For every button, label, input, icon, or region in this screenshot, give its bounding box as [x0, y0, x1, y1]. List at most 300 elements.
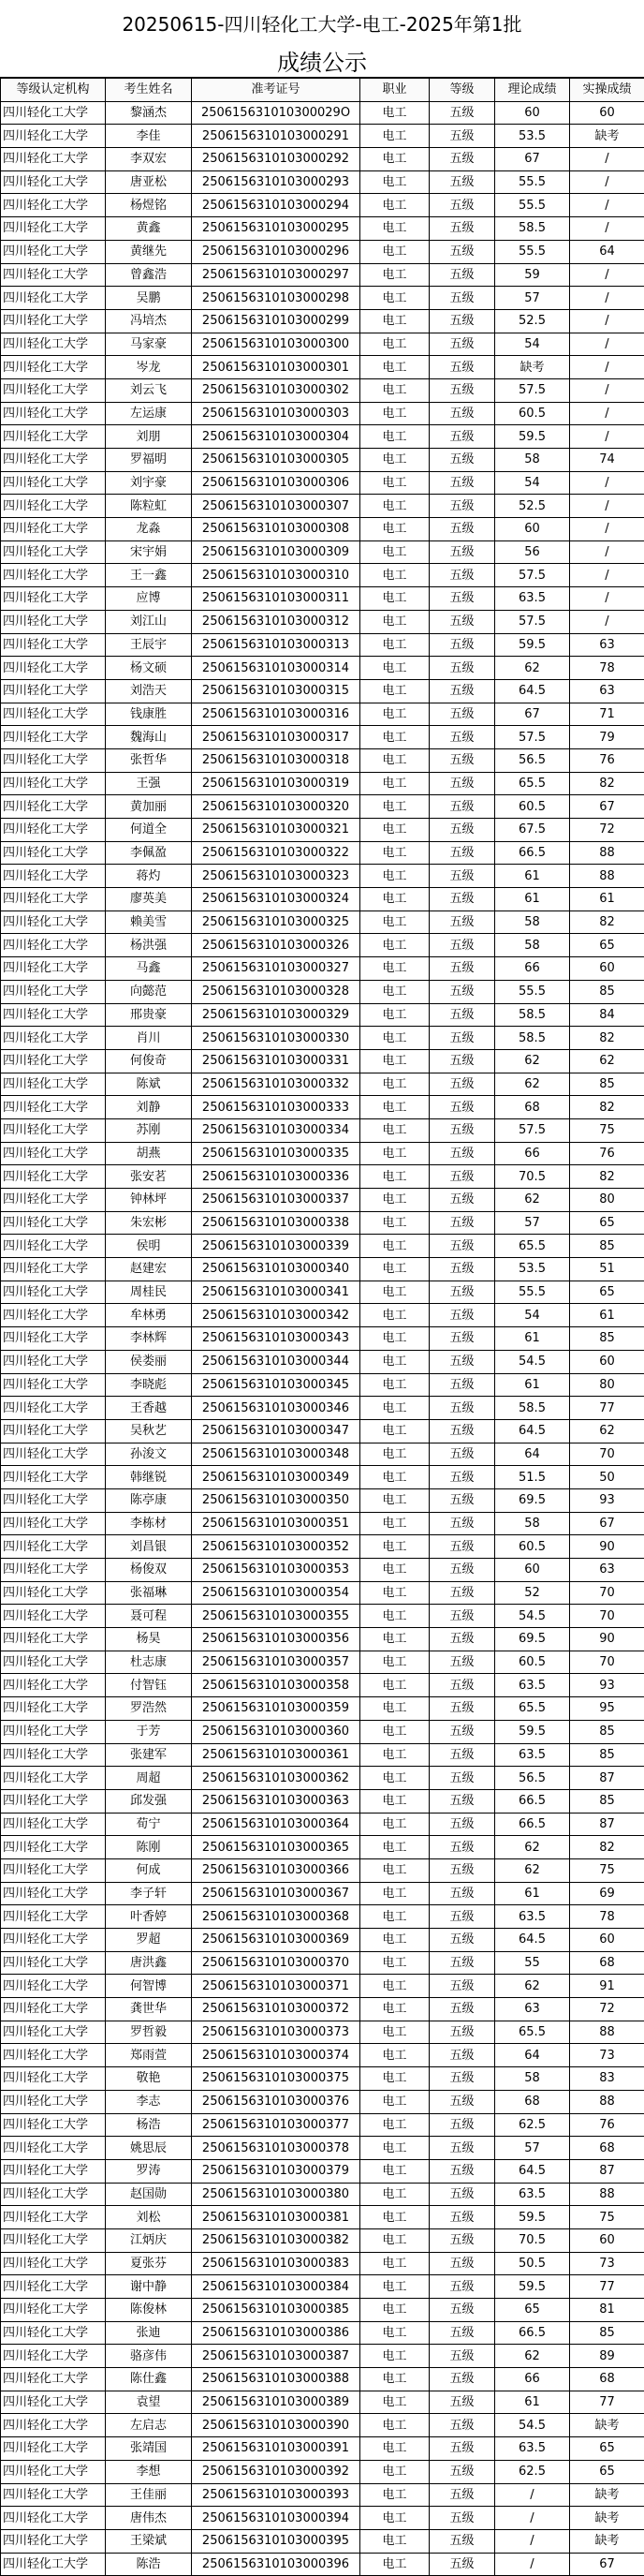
table-row — [1, 980, 644, 1003]
org-cell: 四川轻化工大学 — [1, 2206, 106, 2229]
table-row — [1, 2183, 644, 2206]
name-cell: 敬艳 — [106, 2067, 192, 2091]
practical-score-cell: 70 — [570, 1651, 644, 1674]
occupation-cell: 电工 — [360, 1304, 430, 1327]
level-cell: 五级 — [430, 2113, 495, 2137]
org-cell: 四川轻化工大学 — [1, 2321, 106, 2345]
practical-score-cell: 76 — [570, 1142, 644, 1165]
ticket-number-cell: 2506156310103000329 — [192, 1003, 360, 1027]
table-row — [1, 1789, 644, 1813]
table-row — [1, 356, 644, 379]
practical-score-cell: 61 — [570, 888, 644, 911]
level-cell: 五级 — [430, 1836, 495, 1859]
table-row — [1, 633, 644, 657]
practical-score-cell: 63 — [570, 633, 644, 657]
occupation-cell: 电工 — [360, 1281, 430, 1304]
org-cell: 四川轻化工大学 — [1, 1605, 106, 1628]
practical-score-cell: 63 — [570, 1559, 644, 1582]
level-cell: 五级 — [430, 1142, 495, 1165]
table-row — [1, 1350, 644, 1373]
occupation-cell: 电工 — [360, 2021, 430, 2044]
column-header-ticket: 准考证号 — [192, 79, 360, 102]
ticket-number-cell: 2506156310103000390 — [192, 2414, 360, 2437]
ticket-number-cell: 2506156310103000393 — [192, 2483, 360, 2507]
table-row — [1, 1858, 644, 1882]
occupation-cell: 电工 — [360, 1003, 430, 1027]
org-cell: 四川轻化工大学 — [1, 495, 106, 518]
table-row — [1, 1882, 644, 1905]
practical-score-cell: 88 — [570, 2021, 644, 2044]
practical-score-cell: 90 — [570, 1535, 644, 1559]
occupation-cell: 电工 — [360, 910, 430, 934]
occupation-cell: 电工 — [360, 2460, 430, 2483]
org-cell: 四川轻化工大学 — [1, 633, 106, 657]
name-cell: 黎涵杰 — [106, 101, 192, 125]
name-cell: 王梁斌 — [106, 2529, 192, 2553]
ticket-number-cell: 2506156310103000357 — [192, 1651, 360, 1674]
org-cell: 四川轻化工大学 — [1, 1581, 106, 1605]
org-cell: 四川轻化工大学 — [1, 1073, 106, 1096]
occupation-cell: 电工 — [360, 1858, 430, 1882]
level-cell: 五级 — [430, 1488, 495, 1512]
table-row — [1, 1281, 644, 1304]
theory-score-cell: 59.5 — [495, 425, 570, 449]
practical-score-cell: / — [570, 564, 644, 587]
table-row — [1, 1443, 644, 1466]
ticket-number-cell: 2506156310103000389 — [192, 2391, 360, 2414]
org-cell: 四川轻化工大学 — [1, 841, 106, 865]
theory-score-cell: 55.5 — [495, 980, 570, 1003]
level-cell: 五级 — [430, 2529, 495, 2553]
practical-score-cell: / — [570, 587, 644, 611]
table-row — [1, 1258, 644, 1281]
ticket-number-cell: 2506156310103000385 — [192, 2299, 360, 2322]
occupation-cell: 电工 — [360, 1027, 430, 1050]
practical-score-cell: 60 — [570, 101, 644, 125]
table-row — [1, 1929, 644, 1952]
name-cell: 于芳 — [106, 1720, 192, 1743]
occupation-cell: 电工 — [360, 217, 430, 241]
theory-score-cell: 52 — [495, 1581, 570, 1605]
level-cell: 五级 — [430, 1419, 495, 1443]
table-row — [1, 1951, 644, 1975]
table-row — [1, 425, 644, 449]
occupation-cell: 电工 — [360, 1535, 430, 1559]
theory-score-cell: 59 — [495, 263, 570, 287]
org-cell: 四川轻化工大学 — [1, 402, 106, 425]
org-cell: 四川轻化工大学 — [1, 703, 106, 726]
name-cell: 邱发强 — [106, 1789, 192, 1813]
table-row — [1, 564, 644, 587]
theory-score-cell: 60.5 — [495, 1535, 570, 1559]
theory-score-cell: 57.5 — [495, 610, 570, 633]
name-cell: 曾鑫浩 — [106, 263, 192, 287]
occupation-cell: 电工 — [360, 1049, 430, 1073]
practical-score-cell: 73 — [570, 2044, 644, 2067]
practical-score-cell: 76 — [570, 748, 644, 772]
theory-score-cell: 60 — [495, 518, 570, 541]
table-row — [1, 1535, 644, 1559]
ticket-number-cell: 2506156310103000370 — [192, 1951, 360, 1975]
occupation-cell: 电工 — [360, 356, 430, 379]
org-cell: 四川轻化工大学 — [1, 726, 106, 749]
occupation-cell: 电工 — [360, 1373, 430, 1397]
org-cell: 四川轻化工大学 — [1, 679, 106, 703]
practical-score-cell: 80 — [570, 1189, 644, 1212]
level-cell: 五级 — [430, 1951, 495, 1975]
name-cell: 付智钰 — [106, 1674, 192, 1697]
ticket-number-cell: 2506156310103000320 — [192, 795, 360, 819]
ticket-number-cell: 2506156310103000322 — [192, 841, 360, 865]
org-cell: 四川轻化工大学 — [1, 1258, 106, 1281]
practical-score-cell: 90 — [570, 1628, 644, 1651]
name-cell: 刘昌银 — [106, 1535, 192, 1559]
theory-score-cell: 67.5 — [495, 819, 570, 842]
theory-score-cell: 51.5 — [495, 1466, 570, 1489]
name-cell: 张建军 — [106, 1743, 192, 1767]
theory-score-cell: 67 — [495, 703, 570, 726]
name-cell: 胡燕 — [106, 1142, 192, 1165]
name-cell: 刘宇豪 — [106, 471, 192, 495]
table-row — [1, 2021, 644, 2044]
org-cell: 四川轻化工大学 — [1, 309, 106, 333]
ticket-number-cell: 2506156310103000354 — [192, 1581, 360, 1605]
table-row — [1, 2414, 644, 2437]
level-cell: 五级 — [430, 217, 495, 241]
occupation-cell: 电工 — [360, 587, 430, 611]
level-cell: 五级 — [430, 748, 495, 772]
table-row — [1, 1628, 644, 1651]
level-cell: 五级 — [430, 333, 495, 356]
table-row — [1, 679, 644, 703]
ticket-number-cell: 2506156310103000325 — [192, 910, 360, 934]
name-cell: 何智博 — [106, 1975, 192, 1998]
table-row — [1, 2483, 644, 2507]
org-cell: 四川轻化工大学 — [1, 2113, 106, 2137]
level-cell: 五级 — [430, 2021, 495, 2044]
level-cell: 五级 — [430, 1743, 495, 1767]
theory-score-cell: 55.5 — [495, 194, 570, 217]
practical-score-cell: 85 — [570, 980, 644, 1003]
table-row — [1, 1096, 644, 1119]
name-cell: 李双宏 — [106, 148, 192, 171]
level-cell: 五级 — [430, 1975, 495, 1998]
occupation-cell: 电工 — [360, 1651, 430, 1674]
practical-score-cell: / — [570, 194, 644, 217]
theory-score-cell: 66 — [495, 957, 570, 981]
level-cell: 五级 — [430, 2391, 495, 2414]
occupation-cell: 电工 — [360, 425, 430, 449]
org-cell: 四川轻化工大学 — [1, 1651, 106, 1674]
ticket-number-cell: 2506156310103000376 — [192, 2090, 360, 2113]
occupation-cell: 电工 — [360, 2044, 430, 2067]
level-cell: 五级 — [430, 1905, 495, 1929]
occupation-cell: 电工 — [360, 1512, 430, 1535]
practical-score-cell: 88 — [570, 841, 644, 865]
table-row — [1, 2252, 644, 2275]
ticket-number-cell: 2506156310103000349 — [192, 1466, 360, 1489]
practical-score-cell: 65 — [570, 1211, 644, 1235]
ticket-number-cell: 2506156310103000334 — [192, 1118, 360, 1142]
ticket-number-cell: 2506156310103000375 — [192, 2067, 360, 2091]
practical-score-cell: / — [570, 287, 644, 310]
name-cell: 周桂民 — [106, 1281, 192, 1304]
name-cell: 杜志康 — [106, 1651, 192, 1674]
name-cell: 李子轩 — [106, 1882, 192, 1905]
ticket-number-cell: 2506156310103000363 — [192, 1789, 360, 1813]
theory-score-cell: 58.5 — [495, 1397, 570, 1420]
ticket-number-cell: 2506156310103000348 — [192, 1443, 360, 1466]
level-cell: 五级 — [430, 2299, 495, 2322]
practical-score-cell: / — [570, 378, 644, 402]
theory-score-cell: 55.5 — [495, 170, 570, 194]
level-cell: 五级 — [430, 772, 495, 795]
ticket-number-cell: 2506156310103000378 — [192, 2137, 360, 2160]
practical-score-cell: 51 — [570, 1258, 644, 1281]
name-cell: 李佳 — [106, 125, 192, 148]
practical-score-cell: 85 — [570, 2321, 644, 2345]
practical-score-cell: 85 — [570, 1235, 644, 1258]
theory-score-cell: 63.5 — [495, 2437, 570, 2461]
theory-score-cell: / — [495, 2529, 570, 2553]
practical-score-cell: 93 — [570, 1674, 644, 1697]
level-cell: 五级 — [430, 1235, 495, 1258]
table-row — [1, 865, 644, 888]
ticket-number-cell: 2506156310103000372 — [192, 1998, 360, 2021]
occupation-cell: 电工 — [360, 657, 430, 680]
level-cell: 五级 — [430, 957, 495, 981]
theory-score-cell: 55 — [495, 1951, 570, 1975]
org-cell: 四川轻化工大学 — [1, 1443, 106, 1466]
practical-score-cell: 82 — [570, 772, 644, 795]
practical-score-cell: 65 — [570, 934, 644, 957]
org-cell: 四川轻化工大学 — [1, 449, 106, 472]
practical-score-cell: 70 — [570, 1443, 644, 1466]
theory-score-cell: 64.5 — [495, 2159, 570, 2183]
practical-score-cell: 91 — [570, 1975, 644, 1998]
occupation-cell: 电工 — [360, 1419, 430, 1443]
org-cell: 四川轻化工大学 — [1, 1327, 106, 1351]
org-cell: 四川轻化工大学 — [1, 1419, 106, 1443]
level-cell: 五级 — [430, 587, 495, 611]
occupation-cell: 电工 — [360, 2483, 430, 2507]
level-cell: 五级 — [430, 2437, 495, 2461]
ticket-number-cell: 2506156310103000302 — [192, 378, 360, 402]
table-row — [1, 2368, 644, 2391]
ticket-number-cell: 2506156310103000383 — [192, 2252, 360, 2275]
occupation-cell: 电工 — [360, 449, 430, 472]
occupation-cell: 电工 — [360, 101, 430, 125]
theory-score-cell: 58.5 — [495, 217, 570, 241]
score-table — [0, 78, 644, 2576]
org-cell: 四川轻化工大学 — [1, 1951, 106, 1975]
level-cell: 五级 — [430, 287, 495, 310]
ticket-number-cell: 2506156310103000379 — [192, 2159, 360, 2183]
practical-score-cell: 67 — [570, 2553, 644, 2576]
occupation-cell: 电工 — [360, 1605, 430, 1628]
name-cell: 荀宁 — [106, 1813, 192, 1836]
org-cell: 四川轻化工大学 — [1, 2460, 106, 2483]
ticket-number-cell: 2506156310103000303 — [192, 402, 360, 425]
org-cell: 四川轻化工大学 — [1, 148, 106, 171]
org-cell: 四川轻化工大学 — [1, 1998, 106, 2021]
theory-score-cell: 54 — [495, 333, 570, 356]
ticket-number-cell: 2506156310103000341 — [192, 1281, 360, 1304]
practical-score-cell: 75 — [570, 2206, 644, 2229]
ticket-number-cell: 2506156310103000343 — [192, 1327, 360, 1351]
name-cell: 罗超 — [106, 1929, 192, 1952]
org-cell: 四川轻化工大学 — [1, 2391, 106, 2414]
practical-score-cell: 65 — [570, 2460, 644, 2483]
level-cell: 五级 — [430, 2183, 495, 2206]
level-cell: 五级 — [430, 1350, 495, 1373]
org-cell: 四川轻化工大学 — [1, 1882, 106, 1905]
ticket-number-cell: 2506156310103000328 — [192, 980, 360, 1003]
name-cell: 唐伟杰 — [106, 2507, 192, 2530]
level-cell: 五级 — [430, 633, 495, 657]
table-row — [1, 1304, 644, 1327]
level-cell: 五级 — [430, 2159, 495, 2183]
name-cell: 郑雨萱 — [106, 2044, 192, 2067]
level-cell: 五级 — [430, 795, 495, 819]
org-cell: 四川轻化工大学 — [1, 2345, 106, 2368]
practical-score-cell: 78 — [570, 1905, 644, 1929]
practical-score-cell: 77 — [570, 1397, 644, 1420]
table-row — [1, 1235, 644, 1258]
level-cell: 五级 — [430, 1720, 495, 1743]
theory-score-cell: / — [495, 2507, 570, 2530]
name-cell: 朱宏彬 — [106, 1211, 192, 1235]
ticket-number-cell: 2506156310103000291 — [192, 125, 360, 148]
table-row — [1, 287, 644, 310]
table-row — [1, 1559, 644, 1582]
occupation-cell: 电工 — [360, 1581, 430, 1605]
table-row — [1, 2275, 644, 2299]
table-row — [1, 1975, 644, 1998]
level-cell: 五级 — [430, 2275, 495, 2299]
ticket-number-cell: 2506156310103000369 — [192, 1929, 360, 1952]
level-cell: 五级 — [430, 1674, 495, 1697]
org-cell: 四川轻化工大学 — [1, 934, 106, 957]
practical-score-cell: 72 — [570, 1998, 644, 2021]
theory-score-cell: 66.5 — [495, 1789, 570, 1813]
ticket-number-cell: 2506156310103000384 — [192, 2275, 360, 2299]
ticket-number-cell: 2506156310103000294 — [192, 194, 360, 217]
practical-score-cell: 82 — [570, 1027, 644, 1050]
name-cell: 张靖国 — [106, 2437, 192, 2461]
ticket-number-cell: 2506156310103000312 — [192, 610, 360, 633]
name-cell: 罗福明 — [106, 449, 192, 472]
theory-score-cell: 65.5 — [495, 2021, 570, 2044]
name-cell: 王香越 — [106, 1397, 192, 1420]
theory-score-cell: 60.5 — [495, 1651, 570, 1674]
theory-score-cell: 58.5 — [495, 1027, 570, 1050]
theory-score-cell: 62.5 — [495, 2113, 570, 2137]
practical-score-cell: 79 — [570, 726, 644, 749]
level-cell: 五级 — [430, 1373, 495, 1397]
theory-score-cell: 58 — [495, 1512, 570, 1535]
ticket-number-cell: 2506156310103000373 — [192, 2021, 360, 2044]
table-row — [1, 1165, 644, 1189]
occupation-cell: 电工 — [360, 495, 430, 518]
ticket-number-cell: 2506156310103000352 — [192, 1535, 360, 1559]
ticket-number-cell: 2506156310103000332 — [192, 1073, 360, 1096]
ticket-number-cell: 2506156310103000319 — [192, 772, 360, 795]
ticket-number-cell: 2506156310103000330 — [192, 1027, 360, 1050]
table-row — [1, 1651, 644, 1674]
level-cell: 五级 — [430, 2553, 495, 2576]
name-cell: 王佳丽 — [106, 2483, 192, 2507]
level-cell: 五级 — [430, 1258, 495, 1281]
name-cell: 赵国勋 — [106, 2183, 192, 2206]
table-row — [1, 1397, 644, 1420]
name-cell: 龚世华 — [106, 1998, 192, 2021]
occupation-cell: 电工 — [360, 2414, 430, 2437]
occupation-cell: 电工 — [360, 1767, 430, 1790]
level-cell: 五级 — [430, 888, 495, 911]
occupation-cell: 电工 — [360, 1975, 430, 1998]
occupation-cell: 电工 — [360, 934, 430, 957]
practical-score-cell: 70 — [570, 1605, 644, 1628]
theory-score-cell: 62.5 — [495, 2460, 570, 2483]
ticket-number-cell: 2506156310103000308 — [192, 518, 360, 541]
column-header-practical: 实操成绩 — [570, 79, 644, 102]
occupation-cell: 电工 — [360, 726, 430, 749]
name-cell: 冯培杰 — [106, 309, 192, 333]
ticket-number-cell: 2506156310103000297 — [192, 263, 360, 287]
practical-score-cell: 67 — [570, 1512, 644, 1535]
occupation-cell: 电工 — [360, 819, 430, 842]
org-cell: 四川轻化工大学 — [1, 2159, 106, 2183]
occupation-cell: 电工 — [360, 2299, 430, 2322]
level-cell: 五级 — [430, 1189, 495, 1212]
practical-score-cell: 65 — [570, 1281, 644, 1304]
practical-score-cell: / — [570, 263, 644, 287]
ticket-number-cell: 2506156310103000387 — [192, 2345, 360, 2368]
occupation-cell: 电工 — [360, 287, 430, 310]
ticket-number-cell: 2506156310103000344 — [192, 1350, 360, 1373]
name-cell: 何道全 — [106, 819, 192, 842]
practical-score-cell: 93 — [570, 1488, 644, 1512]
name-cell: 刘云飞 — [106, 378, 192, 402]
level-cell: 五级 — [430, 1027, 495, 1050]
table-row — [1, 263, 644, 287]
theory-score-cell: 63.5 — [495, 1743, 570, 1767]
ticket-number-cell: 2506156310103000368 — [192, 1905, 360, 1929]
ticket-number-cell: 2506156310103000318 — [192, 748, 360, 772]
org-cell: 四川轻化工大学 — [1, 2414, 106, 2437]
name-cell: 李晓彪 — [106, 1373, 192, 1397]
org-cell: 四川轻化工大学 — [1, 1975, 106, 1998]
theory-score-cell: 54.5 — [495, 1350, 570, 1373]
ticket-number-cell: 2506156310103000351 — [192, 1512, 360, 1535]
level-cell: 五级 — [430, 356, 495, 379]
table-row — [1, 1049, 644, 1073]
occupation-cell: 电工 — [360, 610, 430, 633]
name-cell: 韩继锐 — [106, 1466, 192, 1489]
occupation-cell: 电工 — [360, 703, 430, 726]
table-row — [1, 957, 644, 981]
ticket-number-cell: 2506156310103000338 — [192, 1211, 360, 1235]
practical-score-cell: / — [570, 402, 644, 425]
practical-score-cell: 95 — [570, 1697, 644, 1721]
table-row — [1, 1836, 644, 1859]
practical-score-cell: 63 — [570, 679, 644, 703]
level-cell: 五级 — [430, 1512, 495, 1535]
occupation-cell: 电工 — [360, 748, 430, 772]
theory-score-cell: 53.5 — [495, 125, 570, 148]
ticket-number-cell: 2506156310103000305 — [192, 449, 360, 472]
